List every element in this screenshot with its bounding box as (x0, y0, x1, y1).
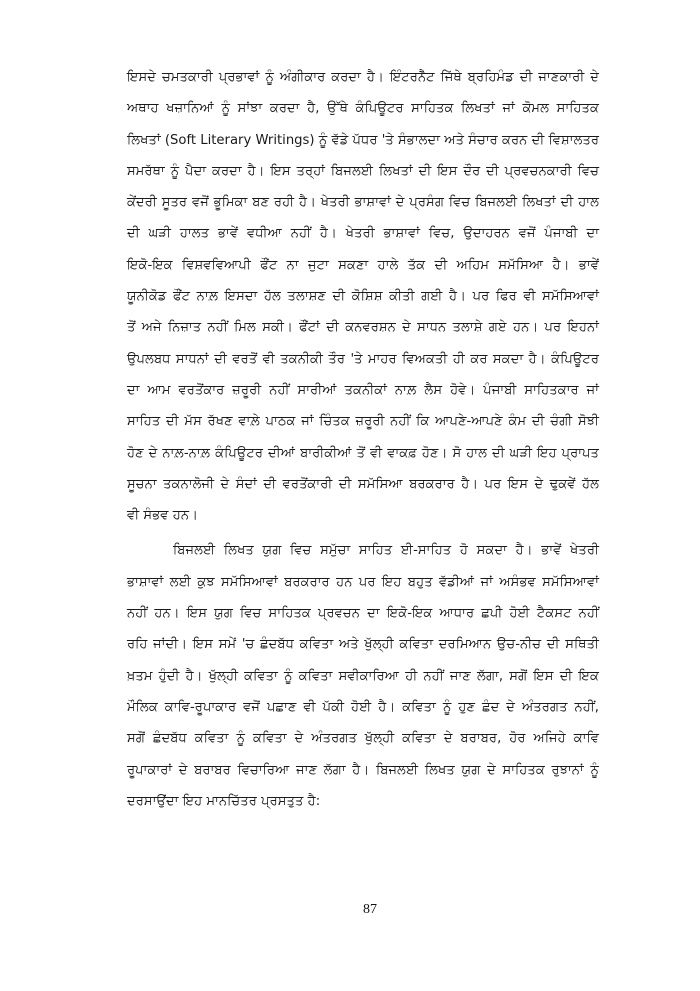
text-line: ਉਪਲਬਧ ਸਾਧਨਾਂ ਦੀ ਵਰਤੋਂ ਵੀ ਤਕਨੀਕੀ ਤੌਰ 'ਤੇ ਮਾਹਰ ਵਿਅਕਤੀ ਹੀ ਕਰ ਸਕਦਾ ਹੈ। ਕੰਪਿਊਟਰ (127, 351, 599, 367)
text-line: ਹੋਣ ਦੇ ਨਾਲ਼-ਨਾਲ਼ ਕੰਪਿਊਟਰ ਦੀਆਂ ਬਾਰੀਕੀਆਂ ਤੋਂ ਵੀ ਵਾਕਫ਼ ਹੋਣ। ਸੋ ਹਾਲ ਦੀ ਘੜੀ ਇਹ ਪ੍ਰਾਪਤ (127, 445, 599, 461)
text-line: ਸਾਹਿਤ ਦੀ ਮੱਸ ਰੱਖਣ ਵਾਲ਼ੇ ਪਾਠਕ ਜਾਂ ਚਿੰਤਕ ਜ਼ਰੂਰੀ ਨਹੀਂ ਕਿ ਆਪਣੇ-ਆਪਣੇ ਕੰਮ ਦੀ ਚੰਗੀ ਸੋਝੀ (127, 414, 599, 430)
text-line: ਦਰਸਾਉਂਦਾ ਇਹ ਮਾਨਚਿੱਤਰ ਪ੍ਰਸਤੁਤ ਹੈ: (127, 793, 321, 809)
text-line: ਰਹਿ ਜਾਂਦੀ। ਇਸ ਸਮੇਂ 'ਚ ਛੰਦਬੱਧ ਕਵਿਤਾ ਅਤੇ ਖੁੱਲ੍ਹੀ ਕਵਿਤਾ ਦਰਮਿਆਨ ਉਚ-ਨੀਚ ਦੀ ਸਥਿਤੀ (127, 637, 599, 653)
text-line: ਸਗੋਂ ਛੰਦਬੱਧ ਕਵਿਤਾ ਨੂੰ ਕਵਿਤਾ ਦੇ ਅੰਤਰਗਤ ਖੁੱਲ੍ਹੀ ਕਵਿਤਾ ਦੇ ਬਰਾਬਰ, ਹੋਰ ਅਜਿਹੇ ਕਾਵਿ (127, 731, 599, 747)
text-line: ਇਸਦੇ ਚਮਤਕਾਰੀ ਪ੍ਰਭਾਵਾਂ ਨੂੰ ਅੰਗੀਕਾਰ ਕਰਦਾ ਹੈ। ਇੰਟਰਨੈੱਟ ਜਿੱਥੇ ਬ੍ਰਹਿਮੰਡ ਦੀ ਜਾਣਕਾਰੀ ਦੇ (127, 70, 599, 85)
text-line: ਮੌਲਿਕ ਕਾਵਿ-ਰੂਪਾਕਾਰ ਵਜੋਂ ਪਛਾਣ ਵੀ ਪੱਕੀ ਹੋਈ ਹੈ। ਕਵਿਤਾ ਨੂੰ ਹੁਣ ਛੰਦ ਦੇ ਅੰਤਰਗਤ ਨਹੀਂ, (127, 699, 599, 715)
text-line: ਤੋਂ ਅਜੇ ਨਿਜ਼ਾਤ ਨਹੀਂ ਮਿਲ ਸਕੀ। ਫੌਂਟਾਂ ਦੀ ਕਨਵਰਸ਼ਨ ਦੇ ਸਾਧਨ ਤਲਾਸ਼ੇ ਗਏ ਹਨ। ਪਰ ਇਹਨਾਂ (127, 320, 599, 336)
page-number: 87 (363, 902, 377, 917)
body-text (127, 62, 599, 817)
text-line: ਵੀ ਸੰਭਵ ਹਨ। (127, 508, 198, 524)
text-line: ਖ਼ਤਮ ਹੁੰਦੀ ਹੈ। ਖੁੱਲ੍ਹੀ ਕਵਿਤਾ ਨੂੰ ਕਵਿਤਾ ਸਵੀਕਾਰਿਆ ਹੀ ਨਹੀਂ ਜਾਣ ਲੱਗਾ, ਸਗੋਂ ਇਸ ਦੀ ਇਕ (127, 668, 599, 684)
text-line: ਲਿਖਤਾਂ (Soft Literary Writings) ਨੂੰ ਵੱਡੇ ਪੱਧਰ 'ਤੇ ਸੰਭਾਲਦਾ ਅਤੇ ਸੰਚਾਰ ਕਰਨ ਦੀ ਵਿਸ਼ਾਲਤਰ (127, 132, 600, 148)
text-line: ਇਕੋ-ਇਕ ਵਿਸ਼ਵਵਿਆਪੀ ਫੌਂਟ ਨਾ ਜੁਟਾ ਸਕਣਾ ਹਾਲੇ ਤੱਕ ਦੀ ਅਹਿਮ ਸਮੱਸਿਆ ਹੈ। ਭਾਵੇਂ (127, 257, 599, 273)
text-line: ਸੂਚਨਾ ਤਕਨਾਲੋਜੀ ਦੇ ਸੰਦਾਂ ਦੀ ਵਰਤੋਂਕਾਰੀ ਦੀ ਸਮੱਸਿਆ ਬਰਕਰਾਰ ਹੈ। ਪਰ ਇਸ ਦੇ ਢੁਕਵੇਂ ਹੱਲ (127, 476, 599, 492)
text-line: ਬਿਜਲਈ ਲਿਖਤ ਯੁਗ ਵਿਚ ਸਮੁੱਚਾ ਸਾਹਿਤ ਈ-ਸਾਹਿਤ ਹੋ ਸਕਦਾ ਹੈ। ਭਾਵੇਂ ਖੇਤਰੀ (173, 543, 599, 559)
text-line: ਯੂਨੀਕੋਡ ਫੌਂਟ ਨਾਲ਼ ਇਸਦਾ ਹੱਲ ਤਲਾਸ਼ਣ ਦੀ ਕੋਸ਼ਿਸ਼ ਕੀਤੀ ਗਈ ਹੈ। ਪਰ ਫਿਰ ਵੀ ਸਮੱਸਿਆਵਾਂ (127, 289, 599, 305)
text-line: ਦਾ ਆਮ ਵਰਤੋਂਕਾਰ ਜ਼ਰੂਰੀ ਨਹੀਂ ਸਾਰੀਆਂ ਤਕਨੀਕਾਂ ਨਾਲ਼ ਲੈਸ ਹੋਵੇ। ਪੰਜਾਬੀ ਸਾਹਿਤਕਾਰ ਜਾਂ (127, 382, 599, 398)
text-line: ਸਮਰੱਥਾ ਨੂੰ ਪੈਦਾ ਕਰਦਾ ਹੈ। ਇਸ ਤਰ੍ਹਾਂ ਬਿਜਲਈ ਲਿਖਤਾਂ ਦੀ ਇਸ ਦੌਰ ਦੀ ਪ੍ਰਵਚਨਕਾਰੀ ਵਿਚ (127, 163, 599, 179)
paragraph (127, 62, 599, 531)
text-line: ਰੂਪਾਕਾਰਾਂ ਦੇ ਬਰਾਬਰ ਵਿਚਾਰਿਆ ਜਾਣ ਲੱਗਾ ਹੈ। ਬਿਜਲਈ ਲਿਖਤ ਯੁਗ ਦੇ ਸਾਹਿਤਕ ਰੁਝਾਨਾਂ ਨੂੰ (127, 762, 599, 778)
text-line: ਦੀ ਘੜੀ ਹਾਲਤ ਭਾਵੇਂ ਵਧੀਆ ਨਹੀਂ ਹੈ। ਖੇਤਰੀ ਭਾਸ਼ਾਵਾਂ ਵਿਚ, ਉਦਾਹਰਨ ਵਜੋਂ ਪੰਜਾਬੀ ਦਾ (127, 226, 599, 242)
text-line: ਨਹੀਂ ਹਨ। ਇਸ ਯੁਗ ਵਿਚ ਸਾਹਿਤਕ ਪ੍ਰਵਚਨ ਦਾ ਇਕੋ-ਇਕ ਆਧਾਰ ਛਪੀ ਹੋਈ ਟੈਕਸਟ ਨਹੀਂ (127, 606, 599, 622)
text-line: ਕੇਂਦਰੀ ਸੂਤਰ ਵਜੋਂ ਭੂਮਿਕਾ ਬਣ ਰਹੀ ਹੈ। ਖੇਤਰੀ ਭਾਸ਼ਾਵਾਂ ਦੇ ਪ੍ਰਸੰਗ ਵਿਚ ਬਿਜਲਈ ਲਿਖਤਾਂ ਦੀ ਹਾਲ (127, 195, 599, 211)
paragraph (127, 535, 599, 817)
text-line: ਭਾਸ਼ਾਵਾਂ ਲਈ ਕੁਝ ਸਮੱਸਿਆਵਾਂ ਬਰਕਰਾਰ ਹਨ ਪਰ ਇਹ ਬਹੁਤ ਵੱਡੀਆਂ ਜਾਂ ਅਸੰਭਵ ਸਮੱਸਿਆਵਾਂ (127, 574, 599, 590)
text-line: ਅਥਾਹ ਖਜ਼ਾਨਿਆਂ ਨੂੰ ਸਾਂਝਾ ਕਰਦਾ ਹੈ, ਉੱਥੇ ਕੰਪਿਊਟਰ ਸਾਹਿਤਕ ਲਿਖਤਾਂ ਜਾਂ ਕੋਮਲ ਸਾਹਿਤਕ (127, 101, 599, 117)
